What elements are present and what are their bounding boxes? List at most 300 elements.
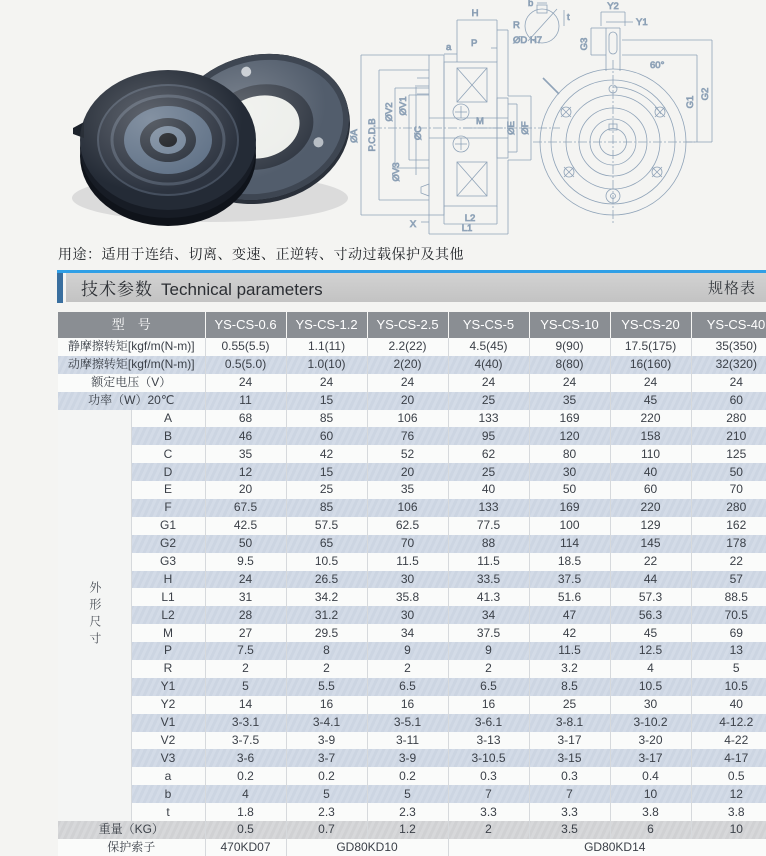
front-view-drawing xyxy=(533,1,712,224)
table-row xyxy=(58,312,766,338)
table-row xyxy=(58,606,766,624)
section-header-bar xyxy=(66,273,766,302)
dim-label-angle: 60° xyxy=(650,60,665,71)
dim-label-g1: G1 xyxy=(685,95,696,109)
table-cell: 51.6 xyxy=(529,588,610,606)
table-cell: 0.2 xyxy=(205,767,286,785)
dim-label-g3: G3 xyxy=(579,37,590,51)
table-cell: 42.5 xyxy=(205,517,286,535)
table-cell: 6.5 xyxy=(448,678,529,696)
table-cell: 35(350) xyxy=(715,339,757,354)
parameters-table xyxy=(58,312,766,856)
table-cell: 7.5 xyxy=(205,642,286,660)
table-cell: 2 xyxy=(286,660,367,678)
table-cell: 62 xyxy=(448,445,529,463)
table-cell: 56.3 xyxy=(610,606,691,624)
table-cell: 25 xyxy=(529,696,610,714)
table-cell: 0.3 xyxy=(448,767,529,785)
model-column-header: YS-CS-10 xyxy=(529,312,610,338)
table-cell: 85 xyxy=(286,499,367,517)
table-row xyxy=(58,732,766,750)
table-cell: 3-17 xyxy=(610,749,691,767)
table-cell: 158 xyxy=(610,427,691,445)
table-cell: 3.8 xyxy=(610,803,691,821)
dim-label-y1: Y1 xyxy=(636,17,648,28)
row-label: G2 xyxy=(131,535,205,553)
table-cell: 2 xyxy=(448,660,529,678)
dim-label-t: t xyxy=(567,12,570,23)
table-cell: 1.0(10) xyxy=(286,356,367,374)
row-label: V2 xyxy=(131,732,205,750)
table-cell: 3.5 xyxy=(529,821,610,839)
row-label: b xyxy=(131,785,205,803)
table-cell: 35 xyxy=(529,392,610,410)
row-label: H xyxy=(131,571,205,589)
section-title xyxy=(81,275,323,300)
table-cell: 50 xyxy=(529,481,610,499)
table-cell: 0.2 xyxy=(286,767,367,785)
table-cell: 95 xyxy=(448,427,529,445)
table-cell: 5 xyxy=(367,785,448,803)
table-cell: 47 xyxy=(529,606,610,624)
section-title-en: Technical parameters xyxy=(161,280,323,299)
table-cell: 30 xyxy=(610,696,691,714)
table-cell: 9(90) xyxy=(529,338,610,356)
table-cell: 24 xyxy=(448,374,529,392)
table-row xyxy=(58,427,766,445)
protection-cell: GD80KD10 xyxy=(286,839,448,856)
row-label: M xyxy=(131,624,205,642)
table-cell: 0.5(5.0) xyxy=(205,356,286,374)
table-cell: 70 xyxy=(367,535,448,553)
table-cell: 10.5 xyxy=(610,678,691,696)
table-cell: 34 xyxy=(448,606,529,624)
dim-label-p: P xyxy=(471,38,478,49)
table-cell: 25 xyxy=(448,463,529,481)
table-cell: 280 xyxy=(726,500,747,515)
dimension-drawings xyxy=(345,0,766,240)
dim-label-h: H xyxy=(471,8,479,19)
protection-cell: GD80KD14 xyxy=(584,840,646,855)
table-cell: 40 xyxy=(729,697,743,712)
table-cell: 68 xyxy=(205,410,286,428)
table-cell: 20 xyxy=(367,463,448,481)
table-cell: 1.2 xyxy=(367,821,448,839)
table-cell: 3-6 xyxy=(205,749,286,767)
table-row xyxy=(58,749,766,767)
table-cell: 2.2(22) xyxy=(367,338,448,356)
table-cell: 17.5(175) xyxy=(610,338,691,356)
table-cell: 16(160) xyxy=(610,356,691,374)
table-cell: 2.3 xyxy=(367,803,448,821)
dim-label-v1: ØV1 xyxy=(398,96,409,116)
table-cell: 12 xyxy=(205,463,286,481)
table-row xyxy=(58,463,766,481)
table-cell: 24 xyxy=(729,375,743,390)
table-cell: 4-22 xyxy=(724,732,749,747)
table-row xyxy=(58,499,766,517)
table-row xyxy=(58,445,766,463)
row-label: 重量（KG） xyxy=(58,821,205,839)
table-cell: 220 xyxy=(610,499,691,517)
table-cell: 24 xyxy=(529,374,610,392)
table-cell: 29.5 xyxy=(286,624,367,642)
table-row xyxy=(58,624,766,642)
table-cell: 3-9 xyxy=(286,732,367,750)
table-cell: 15 xyxy=(286,463,367,481)
table-cell: 1.8 xyxy=(205,803,286,821)
table-cell: 57 xyxy=(729,571,743,586)
row-label: 功率（W）20℃ xyxy=(58,392,205,410)
table-cell: 12.5 xyxy=(610,642,691,660)
model-column-header: YS-CS-5 xyxy=(448,312,529,338)
table-row xyxy=(58,785,766,803)
table-cell: 45 xyxy=(610,624,691,642)
table-cell: 2.3 xyxy=(286,803,367,821)
dim-label-oa: ØA xyxy=(349,129,360,143)
table-cell: 3.2 xyxy=(529,660,610,678)
model-column-header: YS-CS-40 xyxy=(691,312,766,338)
product-photo xyxy=(50,30,355,240)
table-cell: 169 xyxy=(529,410,610,428)
table-cell: 15 xyxy=(286,392,367,410)
table-cell: 8(80) xyxy=(529,356,610,374)
table-cell: 40 xyxy=(448,481,529,499)
table-cell: 129 xyxy=(610,517,691,535)
row-label: V3 xyxy=(131,749,205,767)
table-cell: 3.3 xyxy=(448,803,529,821)
dim-label-oc: ØC xyxy=(413,125,424,141)
table-cell: 20 xyxy=(205,481,286,499)
section-title-zh: 技术参数 xyxy=(81,280,153,299)
table-cell: 110 xyxy=(610,445,691,463)
dim-label-a: a xyxy=(446,42,452,53)
table-cell: 2 xyxy=(448,821,529,839)
table-cell: 57.3 xyxy=(610,588,691,606)
table-cell: 67.5 xyxy=(205,499,286,517)
table-cell: 0.5 xyxy=(205,821,286,839)
table-cell: 70.5 xyxy=(724,607,748,622)
clutch-photo-illustration xyxy=(50,30,355,240)
row-label: G1 xyxy=(131,517,205,535)
table-cell: 106 xyxy=(367,410,448,428)
row-label: A xyxy=(131,410,205,428)
dim-label-g2: G2 xyxy=(700,87,711,101)
table-row xyxy=(58,714,766,732)
table-cell: 2(20) xyxy=(367,356,448,374)
table-cell: 40 xyxy=(610,463,691,481)
table-cell: 11 xyxy=(205,392,286,410)
table-cell: 120 xyxy=(529,427,610,445)
table-cell: 37.5 xyxy=(448,624,529,642)
table-cell: 60 xyxy=(729,393,743,408)
parameters-table-wrap xyxy=(58,312,766,856)
dim-label-y2: Y2 xyxy=(607,1,619,12)
dim-label-b: b xyxy=(528,0,534,9)
table-row xyxy=(58,517,766,535)
table-cell: 50 xyxy=(729,464,743,479)
table-cell: 24 xyxy=(367,374,448,392)
table-cell: 1.1(11) xyxy=(286,338,367,356)
dim-label-pcdb: P.C.D.B xyxy=(367,118,378,152)
table-cell: 2 xyxy=(367,660,448,678)
table-cell: 42 xyxy=(529,624,610,642)
table-cell: 106 xyxy=(367,499,448,517)
table-cell: 18.5 xyxy=(529,553,610,571)
dim-label-x: X xyxy=(409,219,417,230)
row-label: G3 xyxy=(131,553,205,571)
table-row xyxy=(58,642,766,660)
cross-section-drawing xyxy=(349,0,570,234)
row-label: 保护索子 xyxy=(58,839,205,856)
table-cell: 8.5 xyxy=(529,678,610,696)
table-cell: 30 xyxy=(367,606,448,624)
table-row xyxy=(58,392,766,410)
table-row xyxy=(58,767,766,785)
table-cell: 76 xyxy=(367,427,448,445)
table-cell: 28 xyxy=(205,606,286,624)
table-cell: 24 xyxy=(286,374,367,392)
table-cell: 3-7.5 xyxy=(205,732,286,750)
table-row xyxy=(58,410,766,428)
table-cell: 5 xyxy=(205,678,286,696)
row-label: 静摩擦转矩[kgf/m(N-m)] xyxy=(58,338,205,356)
dim-label-l2: L2 xyxy=(464,213,476,224)
table-cell: 34 xyxy=(367,624,448,642)
table-cell: 11.5 xyxy=(529,642,610,660)
table-cell: 133 xyxy=(448,499,529,517)
table-cell: 3-11 xyxy=(367,732,448,750)
table-row xyxy=(58,553,766,571)
table-cell: 34.2 xyxy=(286,588,367,606)
table-cell: 125 xyxy=(726,446,747,461)
table-cell: 10.5 xyxy=(724,679,748,694)
table-cell: 3.3 xyxy=(529,803,610,821)
table-row xyxy=(58,660,766,678)
table-cell: 16 xyxy=(286,696,367,714)
dim-label-dh7: ØD H7 xyxy=(513,35,543,46)
table-cell: 52 xyxy=(367,445,448,463)
table-cell: 3.8 xyxy=(727,804,745,819)
table-cell: 7 xyxy=(529,785,610,803)
model-column-header: YS-CS-0.6 xyxy=(205,312,286,338)
section-header xyxy=(57,270,766,303)
table-cell: 10 xyxy=(610,785,691,803)
table-cell: 22 xyxy=(610,553,691,571)
table-cell: 145 xyxy=(610,535,691,553)
table-cell: 32(320) xyxy=(715,357,757,372)
table-cell: 0.5 xyxy=(727,768,745,783)
table-cell: 33.5 xyxy=(448,571,529,589)
table-cell: 85 xyxy=(286,410,367,428)
spec-sheet-label: 规格表 xyxy=(707,280,756,297)
table-cell: 0.3 xyxy=(529,767,610,785)
table-cell: 35 xyxy=(205,445,286,463)
table-cell: 41.3 xyxy=(448,588,529,606)
table-cell: 5.5 xyxy=(286,678,367,696)
table-cell: 60 xyxy=(286,427,367,445)
table-cell: 4 xyxy=(205,785,286,803)
table-row xyxy=(58,696,766,714)
dim-label-l1: L1 xyxy=(461,223,473,234)
row-label: t xyxy=(131,803,205,821)
table-cell: 6 xyxy=(610,821,691,839)
table-cell: 9 xyxy=(448,642,529,660)
table-cell: 26.5 xyxy=(286,571,367,589)
table-cell: 4-17 xyxy=(724,750,749,765)
table-cell: 31.2 xyxy=(286,606,367,624)
row-label: 额定电压（V） xyxy=(58,374,205,392)
table-cell: 57.5 xyxy=(286,517,367,535)
row-label: L1 xyxy=(131,588,205,606)
table-row xyxy=(58,338,766,356)
table-row xyxy=(58,481,766,499)
dim-label-m: M xyxy=(476,116,484,127)
table-cell: 25 xyxy=(286,481,367,499)
table-cell: 0.4 xyxy=(610,767,691,785)
table-cell: 3-9 xyxy=(367,749,448,767)
table-cell: 13 xyxy=(729,643,743,658)
model-column-header: YS-CS-2.5 xyxy=(367,312,448,338)
table-cell: 45 xyxy=(610,392,691,410)
row-label: E xyxy=(131,481,205,499)
dim-label-of: ØF xyxy=(520,121,531,135)
table-cell: 5 xyxy=(732,661,740,676)
table-row xyxy=(58,678,766,696)
table-cell: 70 xyxy=(729,482,743,497)
table-cell: 35.8 xyxy=(367,588,448,606)
table-cell: 133 xyxy=(448,410,529,428)
row-label: P xyxy=(131,642,205,660)
table-row xyxy=(58,356,766,374)
table-cell: 5 xyxy=(286,785,367,803)
table-cell: 11.5 xyxy=(448,553,529,571)
row-label: D xyxy=(131,463,205,481)
blue-accent-bar xyxy=(57,273,63,303)
table-cell: 10.5 xyxy=(286,553,367,571)
table-cell: 24 xyxy=(610,374,691,392)
table-cell: 50 xyxy=(205,535,286,553)
model-column-header: YS-CS-20 xyxy=(610,312,691,338)
table-cell: 60 xyxy=(610,481,691,499)
table-cell: 3-4.1 xyxy=(286,714,367,732)
table-cell: 42 xyxy=(286,445,367,463)
table-cell: 14 xyxy=(205,696,286,714)
table-cell: 9.5 xyxy=(205,553,286,571)
table-row xyxy=(58,588,766,606)
table-row xyxy=(58,571,766,589)
table-cell: 3-6.1 xyxy=(448,714,529,732)
table-cell: 88.5 xyxy=(724,589,748,604)
table-cell: 3-20 xyxy=(610,732,691,750)
table-cell: 3-15 xyxy=(529,749,610,767)
row-label: C xyxy=(131,445,205,463)
table-cell: 8 xyxy=(286,642,367,660)
table-cell: 10 xyxy=(729,822,743,837)
table-row xyxy=(58,839,766,856)
usage-text: 用途：适用于连结、切离、变速、正逆转、寸动过载保护及其他 xyxy=(58,246,464,262)
dim-label-v2: ØV2 xyxy=(384,102,395,122)
dim-label-oe: ØE xyxy=(506,121,517,135)
technical-drawings xyxy=(345,0,766,240)
table-cell: 7 xyxy=(448,785,529,803)
table-cell: 35 xyxy=(367,481,448,499)
table-cell: 162 xyxy=(726,518,747,533)
table-cell: 3-5.1 xyxy=(367,714,448,732)
row-label: B xyxy=(131,427,205,445)
table-cell: 3-13 xyxy=(448,732,529,750)
table-cell: 25 xyxy=(448,392,529,410)
table-cell: 3-7 xyxy=(286,749,367,767)
dimension-group-label: 外形尺寸 xyxy=(58,410,131,821)
table-cell: 30 xyxy=(367,571,448,589)
table-cell: 0.2 xyxy=(367,767,448,785)
table-cell: 37.5 xyxy=(529,571,610,589)
table-cell: 220 xyxy=(610,410,691,428)
table-cell: 44 xyxy=(610,571,691,589)
table-cell: 210 xyxy=(726,428,747,443)
table-row xyxy=(58,535,766,553)
table-cell: 16 xyxy=(448,696,529,714)
table-cell: 0.7 xyxy=(286,821,367,839)
table-cell: 31 xyxy=(205,588,286,606)
table-row xyxy=(58,821,766,839)
table-cell: 2 xyxy=(205,660,286,678)
dim-label-r: R xyxy=(513,20,520,31)
table-cell: 22 xyxy=(729,554,743,569)
table-cell: 24 xyxy=(205,571,286,589)
table-cell: 6.5 xyxy=(367,678,448,696)
table-cell: 69 xyxy=(729,625,743,640)
row-label: a xyxy=(131,767,205,785)
table-cell: 65 xyxy=(286,535,367,553)
table-cell: 3-17 xyxy=(529,732,610,750)
table-cell: 16 xyxy=(367,696,448,714)
protection-cell: 470KD07 xyxy=(205,839,286,856)
table-cell: 3-8.1 xyxy=(529,714,610,732)
table-cell: 4(40) xyxy=(448,356,529,374)
table-cell: 169 xyxy=(529,499,610,517)
row-label: R xyxy=(131,660,205,678)
table-cell: 3-3.1 xyxy=(205,714,286,732)
row-label: 动摩擦转矩[kgf/m(N-m)] xyxy=(58,356,205,374)
table-cell: 20 xyxy=(367,392,448,410)
table-cell: 4.5(45) xyxy=(448,338,529,356)
model-header-cell: 型 号 xyxy=(58,312,205,338)
table-cell: 12 xyxy=(729,786,743,801)
table-cell: 114 xyxy=(529,535,610,553)
row-label: F xyxy=(131,499,205,517)
table-cell: 24 xyxy=(205,374,286,392)
table-cell: 178 xyxy=(726,536,747,551)
table-cell: 3-10.5 xyxy=(448,749,529,767)
table-row xyxy=(58,803,766,821)
table-cell: 30 xyxy=(529,463,610,481)
table-cell: 62.5 xyxy=(367,517,448,535)
table-cell: 80 xyxy=(529,445,610,463)
table-cell: 4 xyxy=(610,660,691,678)
table-cell: 0.55(5.5) xyxy=(205,338,286,356)
table-cell: 4-12.2 xyxy=(719,715,754,730)
table-row xyxy=(58,374,766,392)
model-column-header: YS-CS-1.2 xyxy=(286,312,367,338)
table-cell: 280 xyxy=(726,410,747,425)
table-cell: 9 xyxy=(367,642,448,660)
table-cell: 88 xyxy=(448,535,529,553)
row-label: Y2 xyxy=(131,696,205,714)
table-cell: 27 xyxy=(205,624,286,642)
table-cell: 11.5 xyxy=(367,553,448,571)
